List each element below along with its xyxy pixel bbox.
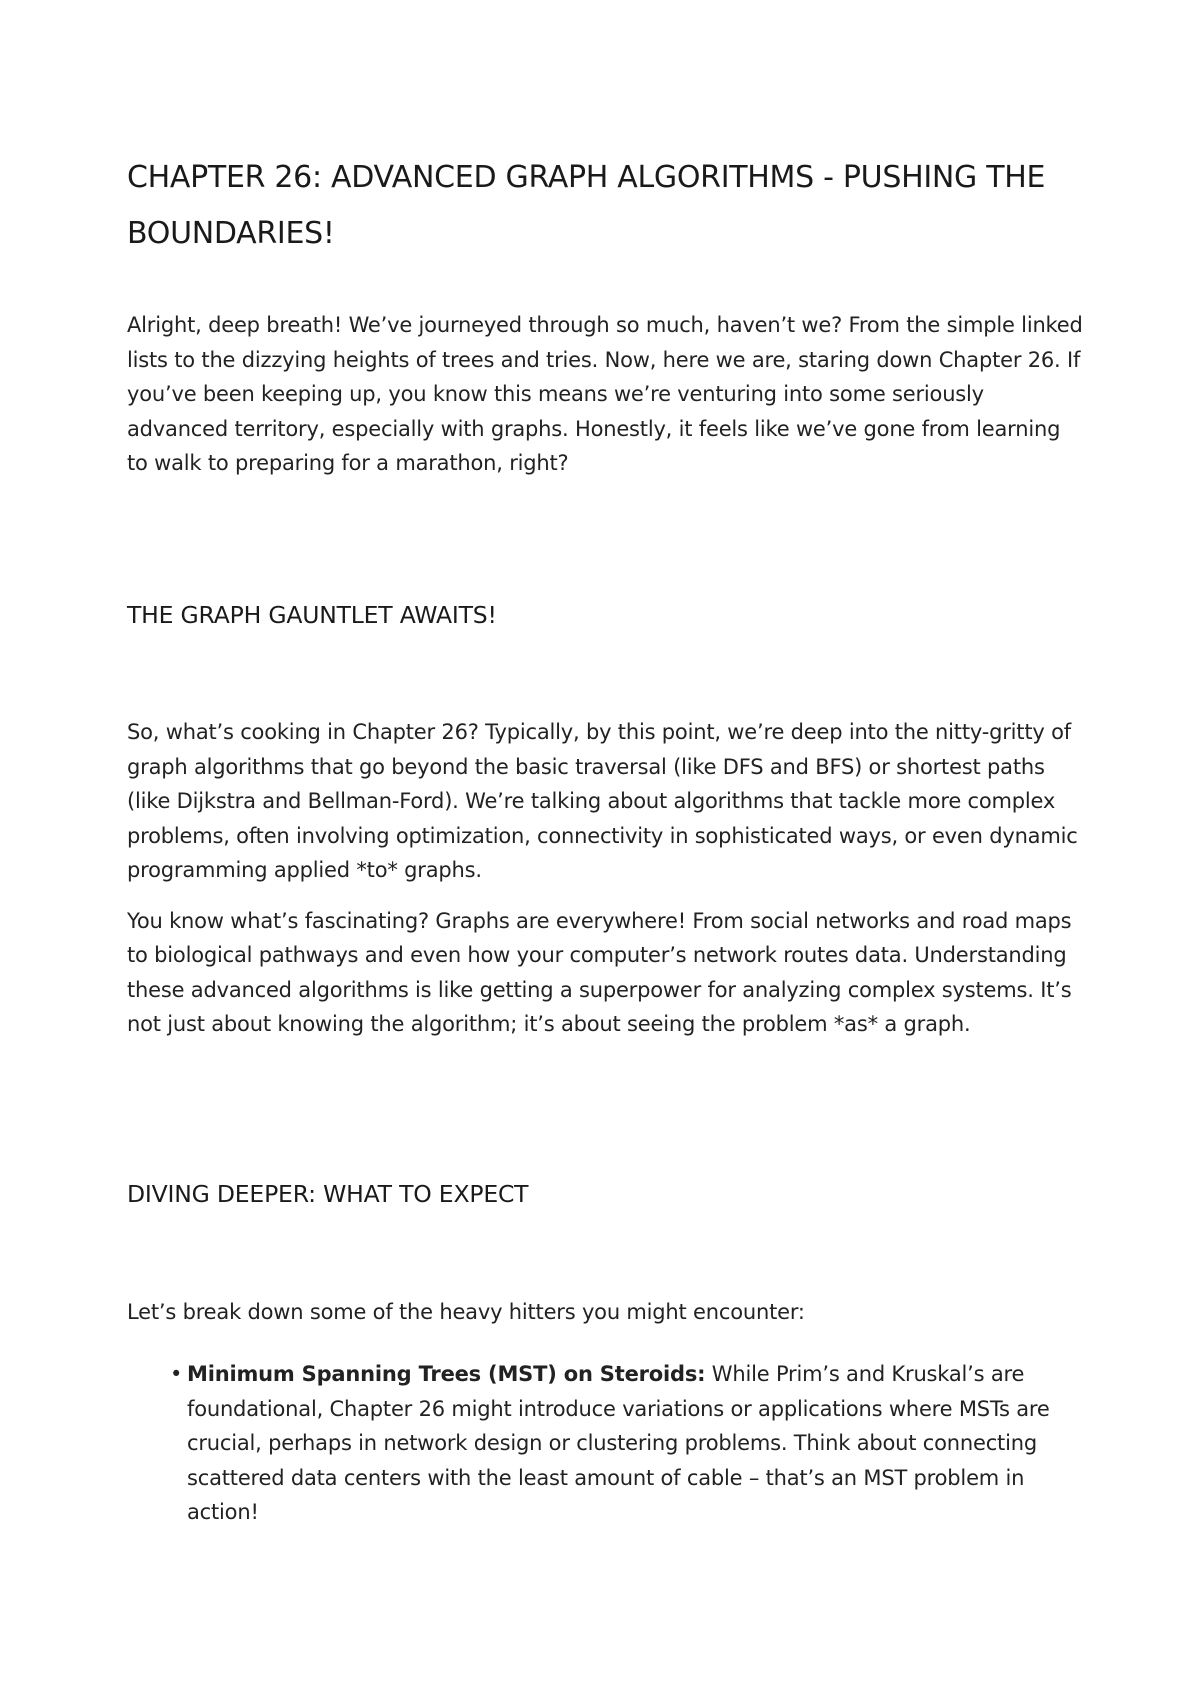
section-graph-gauntlet-body	[127, 715, 1087, 1042]
bullet-term: Minimum Spanning Trees (MST) on Steroids:	[187, 1362, 706, 1386]
section-heading-diving-deeper: DIVING DEEPER: WHAT TO EXPECT	[127, 1180, 529, 1208]
section-diving-deeper-body	[127, 1295, 1087, 1330]
section-heading-graph-gauntlet: THE GRAPH GAUNTLET AWAITS!	[127, 601, 497, 629]
paragraph: Let’s break down some of the heavy hitters you might encounter:	[127, 1300, 805, 1324]
intro-block	[127, 308, 1087, 481]
chapter-title: CHAPTER 26: ADVANCED GRAPH ALGORITHMS - PUSHING THE BOUNDARIES!	[127, 160, 1046, 251]
intro-paragraph: Alright, deep breath! We’ve journeyed through so much, haven’t we? From the simple linked lists to the dizzying heights of trees and tries. Now, here we are, staring down Chapter 26. If you’ve been keeping up, you know this means we’re venturing into some seriously advanced territory, especially with graphs. Honestly, it feels like we’ve gone from learning to walk to preparing for a marathon, right?	[127, 313, 1083, 475]
bullet-list	[127, 1357, 1087, 1530]
list-item	[127, 1357, 1087, 1530]
bullet-text: While Prim’s and Kruskal’s are foundational, Chapter 26 might introduce variations or applications where MSTs are crucial, perhaps in network design or clustering problems. Think about connecting scattered data centers with the least amount of cable – that’s an MST problem in action!	[187, 1362, 1050, 1524]
paragraph: So, what’s cooking in Chapter 26? Typically, by this point, we’re deep into the nitty-gritty of graph algorithms that go beyond the basic traversal (like DFS and BFS) or shortest paths (like Dijkstra and Bellman-Ford). We’re talking about algorithms that tackle more complex problems, often involving optimization, connectivity in sophisticated ways, or even dynamic programming applied *to* graphs.	[127, 720, 1078, 882]
bullet-marker: •	[170, 1362, 183, 1386]
paragraph: You know what’s fascinating? Graphs are everywhere! From social networks and road maps to biological pathways and even how your computer’s network routes data. Understanding these advanced algorithms is like getting a superpower for analyzing complex systems. It’s not just about knowing the algorithm; it’s about seeing the problem *as* a graph.	[127, 908, 1072, 1036]
